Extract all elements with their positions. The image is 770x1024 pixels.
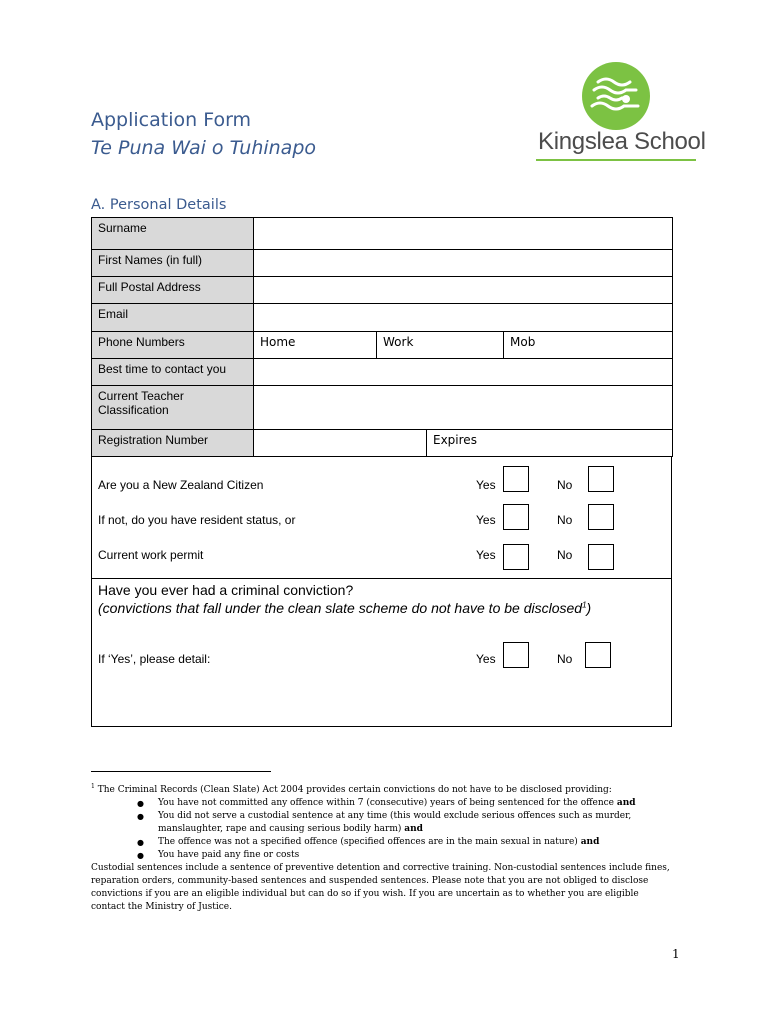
work-permit-question: Current work permit (98, 548, 204, 562)
page-number: 1 (672, 947, 680, 961)
teacher-classification-label: Current Teacher Classification (92, 386, 254, 430)
resident-yes-label: Yes (476, 513, 496, 527)
footnote-intro (91, 780, 671, 797)
conviction-detail-label: If ‘Yes’, please detail: (98, 652, 211, 666)
best-time-label: Best time to contact you (92, 359, 254, 386)
form-title: Application Form (91, 109, 252, 131)
first-names-label: First Names (in full) (92, 250, 254, 277)
phone-work-field[interactable] (377, 332, 504, 359)
registration-number-field[interactable] (254, 430, 427, 457)
footnote-bullet-1-text: You have not committed any offence within 7 (consecutive) years of being sentenced for the offence (158, 798, 614, 808)
conviction-note-close: ) (586, 600, 592, 616)
conviction-yes-checkbox[interactable] (503, 642, 529, 668)
conviction-no-label: No (557, 652, 573, 666)
expires-field[interactable] (427, 430, 673, 457)
conviction-question: Have you ever had a criminal conviction? (98, 582, 354, 598)
phone-home-field[interactable] (254, 332, 377, 359)
nz-citizen-no-checkbox[interactable] (588, 466, 614, 492)
footnote-divider (91, 771, 271, 772)
email-field[interactable] (254, 304, 673, 332)
logo-text: Kingslea School (538, 128, 706, 155)
nz-citizen-no-label: No (557, 478, 573, 492)
footnote-bullet-2 (137, 810, 671, 836)
nz-citizen-yes-checkbox[interactable] (503, 466, 529, 492)
conviction-note (98, 600, 591, 616)
resident-no-checkbox[interactable] (588, 504, 614, 530)
and-2: and (404, 824, 423, 834)
footnote-intro-text: The Criminal Records (Clean Slate) Act 2004 provides certain convictions do not have to be disclosed providing: (97, 785, 612, 795)
footnote-paragraph: Custodial sentences include a sentence of preventive detention and corrective training. Non-custodial sentences include fines, reparation orders, community-based sentences and suspended sentences. Please note that you are not obliged to disclose convictions if you are an eligible individual but can do so if you wish. If you are uncertain as to whether you are eligible contact the Ministry of Justice. (91, 863, 670, 912)
conviction-yes-label: Yes (476, 652, 496, 666)
surname-label: Surname (92, 218, 254, 250)
and-3: and (580, 837, 600, 847)
first-names-field[interactable] (254, 250, 673, 277)
work-permit-no-label: No (557, 548, 573, 562)
resident-yes-checkbox[interactable] (503, 504, 529, 530)
conviction-note-text: (convictions that fall under the clean slate scheme do not have to be disclosed (98, 600, 583, 616)
teacher-classification-field[interactable] (254, 386, 673, 430)
nz-citizen-question: Are you a New Zealand Citizen (98, 478, 264, 492)
conviction-no-checkbox[interactable] (585, 642, 611, 668)
phone-numbers-label: Phone Numbers (92, 332, 254, 359)
footnote-bullet-4: ● You have paid any fine or costs (137, 849, 671, 862)
phone-home-label: Home (260, 335, 296, 349)
footnote-bullet-3-text: The offence was not a specified offence (specified offences are in the main sexual in nature) (158, 837, 578, 847)
phone-work-label: Work (383, 335, 414, 349)
footnote-ref: 1 (582, 600, 587, 610)
phone-mob-field[interactable] (504, 332, 673, 359)
work-permit-no-checkbox[interactable] (588, 544, 614, 570)
footnote (91, 780, 671, 914)
footnote-bullet-1 (137, 797, 671, 810)
section-title: A. Personal Details (91, 197, 227, 213)
surname-field[interactable] (254, 218, 673, 250)
best-time-field[interactable] (254, 359, 673, 386)
nz-citizen-yes-label: Yes (476, 478, 496, 492)
footnote-number: 1 (91, 783, 95, 790)
footnote-bullet-3 (137, 836, 671, 849)
footnote-bullet-2-text-b: manslaughter, rape and causing serious bodily harm) (158, 824, 402, 834)
footnote-bullet-2-text-a: You did not serve a custodial sentence at any time (this would exclude serious offences such as murder, (158, 811, 632, 821)
resident-status-question: If not, do you have resident status, or (98, 513, 296, 527)
email-label: Email (92, 304, 254, 332)
expires-label: Expires (433, 433, 477, 447)
phone-mob-label: Mob (510, 335, 536, 349)
form-subtitle: Te Puna Wai o Tuhinapo (91, 137, 317, 159)
footnote-list (91, 797, 671, 862)
and-1: and (616, 798, 636, 808)
postal-address-label: Full Postal Address (92, 277, 254, 304)
work-permit-yes-label: Yes (476, 548, 496, 562)
postal-address-field[interactable] (254, 277, 673, 304)
personal-details-table (91, 217, 673, 457)
registration-number-label: Registration Number (92, 430, 254, 457)
resident-no-label: No (557, 513, 573, 527)
work-permit-yes-checkbox[interactable] (503, 544, 529, 570)
